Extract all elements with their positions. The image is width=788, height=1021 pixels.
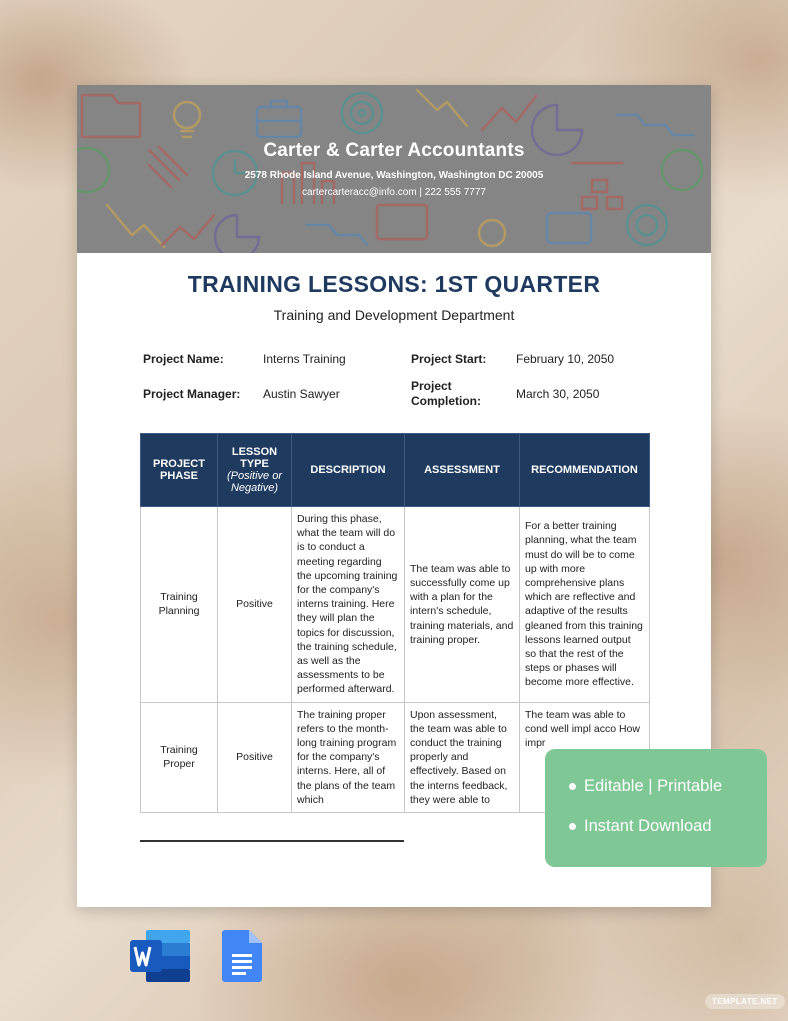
row-phase-line1: Training [160,591,198,604]
header-description: DESCRIPTION [292,434,405,507]
google-docs-icon[interactable] [222,930,262,982]
row-lesson-type: Positive [218,507,292,703]
header-recommendation: RECOMMENDATION [520,434,650,507]
bullet-icon [569,783,576,790]
row-phase [141,702,218,812]
badge-download-text: Instant Download [584,817,712,835]
project-start-label: Project Start: [411,352,487,366]
project-completion-label [411,379,481,408]
project-name-value: Interns Training [263,352,346,366]
feature-badge [545,749,767,867]
header-assessment: ASSESSMENT [405,434,520,507]
row-phase-line1: Training [160,744,198,757]
row-phase-line2: Planning [158,605,200,618]
header-phase-line2: PHASE [160,470,198,482]
bullet-icon [569,823,576,830]
table-row [141,507,650,703]
table-header-row [141,434,650,507]
badge-line-download [569,817,712,836]
row-recommendation: The team was able to cond well impl acco How impr [520,702,650,812]
header-project-phase [141,434,218,507]
project-completion-label-line1: Project [411,379,452,393]
header-lesson-line3: (Positive or [226,470,283,482]
header-lesson-type [218,434,292,507]
project-manager-label: Project Manager: [143,387,241,401]
project-completion-label-line2: Completion: [411,394,481,408]
row-lesson-type: Positive [218,702,292,812]
row-description: During this phase, what the team will do is to conduct a meeting regarding the upcoming training for the company's interns training. Here they will plan the topics for discussion, the training schedule, as well as the assessments to be performed afterward. [292,507,405,703]
project-completion-value: March 30, 2050 [516,387,600,401]
header-lesson-line2: TYPE [240,458,269,470]
header-banner [77,85,711,253]
document-title: TRAINING LESSONS: 1ST QUARTER [187,271,601,297]
company-address: 2578 Rhode Island Avenue, Washington, Washington DC 20005 [244,170,544,181]
company-contact: cartercarteracc@info.com | 222 555 7777 [302,187,486,198]
badge-line-editable [569,777,722,796]
row-assessment: The team was able to successfully come up with a plan for the intern's schedule, training materials, and training proper. [405,507,520,703]
project-manager-value: Austin Sawyer [263,387,340,401]
table-bottom-rule [140,840,404,842]
project-start-value: February 10, 2050 [516,352,615,366]
row-description: The training proper refers to the month-long training program for the company's interns. Here, all of the plans of the team which [292,702,405,812]
badge-editable-text: Editable | Printable [584,777,723,795]
row-assessment: Upon assessment, the team was able to conduct the training properly and effectively. Based on the interns feedback, they were able to [405,702,520,812]
header-lesson-line4: Negative) [230,482,279,494]
brand-watermark: TEMPLATE.NET [705,994,785,1009]
document-subtitle: Training and Development Department [273,307,515,323]
company-name: Carter & Carter Accountants [263,140,525,161]
row-phase-line2: Proper [163,758,195,771]
word-icon[interactable] [130,930,190,982]
row-recommendation: For a better training planning, what the team must do will be to come up with more comprehensive plans which are reflective and adaptive of the results gleaned from this training lessons learned output so that the rest of the steps or phases will become more effective. [520,507,650,703]
header-lesson-line1: LESSON [231,446,278,458]
row-phase [141,507,218,703]
header-phase-line1: PROJECT [153,458,205,470]
project-name-label: Project Name: [143,352,224,366]
